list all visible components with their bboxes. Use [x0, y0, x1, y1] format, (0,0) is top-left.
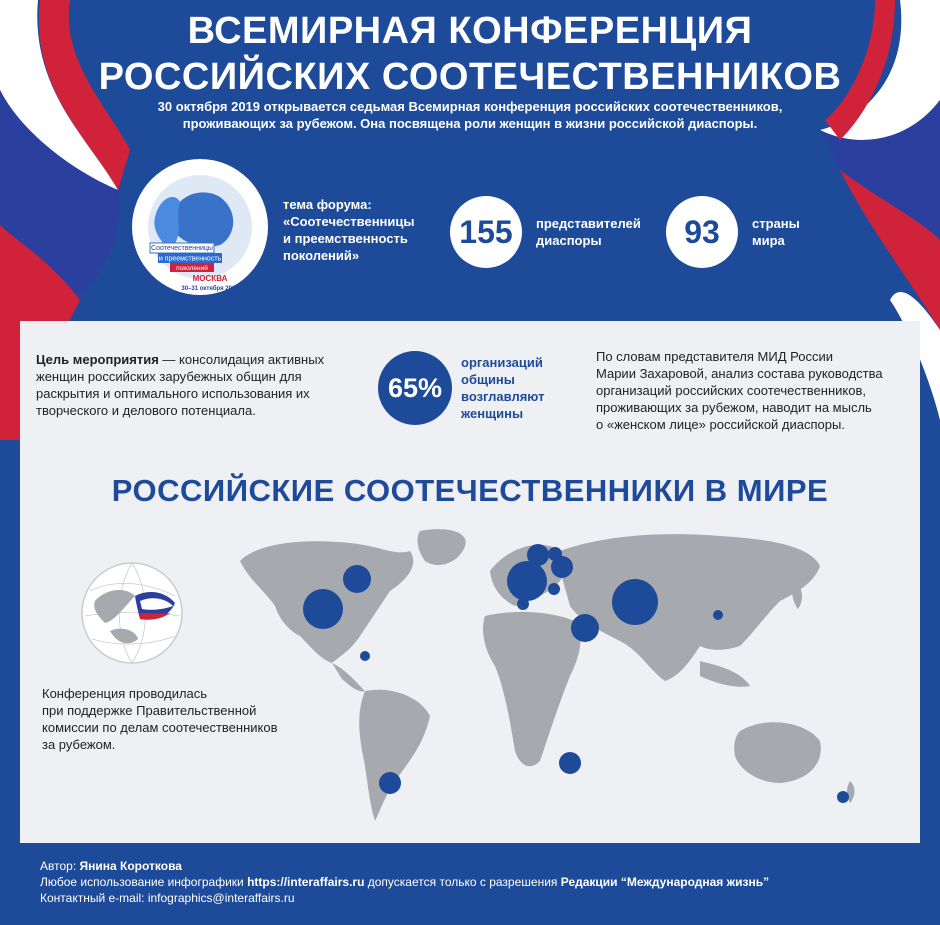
goal-body: — консолидация активных женщин российских зарубежных общин для раскрытия и оптимального использования их творческого и делового потенциала. — [36, 352, 325, 418]
goal-label: Цель мероприятия — [36, 352, 159, 367]
australia — [734, 722, 821, 783]
author-label: Автор: — [40, 859, 80, 873]
logo-banner-2: и преемственность — [158, 255, 222, 263]
page-title — [0, 8, 940, 100]
delegates-label-line-1: представителей — [536, 216, 641, 231]
usage-site-link[interactable]: https://interaffairs.ru — [247, 875, 365, 889]
south-america — [359, 690, 430, 821]
subtitle-line-2: проживающих за рубежом. Она посвящена роли женщин в жизни российской диаспоры. — [182, 116, 758, 131]
pct-label-line-2: общины — [461, 372, 515, 387]
pct-label-line-3: возглавляют — [461, 389, 545, 404]
usage-editor: Редакции “Международная жизнь” — [560, 875, 770, 889]
dot-new-zealand — [837, 791, 849, 803]
zakharova-quote — [596, 348, 906, 433]
world-map — [220, 521, 910, 821]
support-note — [42, 685, 322, 753]
delegates-label — [536, 215, 641, 249]
logo-banner-3: поколений — [176, 265, 208, 272]
countries-label-line-2: мира — [752, 233, 785, 248]
dot-caribbean — [360, 651, 370, 661]
footer-author — [40, 858, 769, 874]
dot-central-asia — [612, 579, 658, 625]
forum-topic-label: тема форума: — [283, 197, 372, 212]
author-name: Янина Короткова — [79, 859, 182, 873]
logo-banner-1: Соотечественницы — [151, 245, 213, 252]
forum-topic-line-2: и преемственность — [283, 231, 408, 246]
africa — [483, 612, 580, 766]
subtitle-line-1: 30 октября 2019 открывается седьмая Всемирная конференция российских соотечественников, — [157, 99, 783, 114]
dot-western-europe — [507, 561, 547, 601]
women-leaders-label — [461, 354, 571, 422]
delegates-count: 155 — [450, 196, 522, 268]
support-line-4: за рубежом. — [42, 737, 116, 752]
dot-southern-europe — [517, 598, 529, 610]
quote-line-1: По словам представителя МИД России — [596, 349, 833, 364]
quote-line-4: проживающих за рубежом, наводит на мысль — [596, 400, 872, 415]
title-line-2: РОССИЙСКИХ СООТЕЧЕСТВЕННИКОВ — [98, 56, 842, 98]
logo-dates: 30–31 октября 2019 — [181, 286, 239, 292]
footer — [40, 858, 769, 906]
map-title: РОССИЙСКИЕ СООТЕЧЕСТВЕННИКИ В МИРЕ — [111, 473, 829, 508]
conference-logo — [130, 157, 270, 297]
women-leaders-percent: 65% — [378, 351, 452, 425]
globe-russia-icon — [80, 561, 184, 665]
main-panel — [20, 321, 920, 843]
dot-eastern-europe — [551, 556, 573, 578]
countries-label-line-1: страны — [752, 216, 800, 231]
footer-contact[interactable]: Контактный e-mail: infographics@interaffairs.ru — [40, 891, 295, 905]
goal-text — [36, 351, 356, 419]
delegates-label-line-2: диаспоры — [536, 233, 602, 248]
forum-topic — [283, 196, 443, 264]
dot-south-africa — [559, 752, 581, 774]
dot-canada — [343, 565, 371, 593]
pct-label-line-1: организаций — [461, 355, 543, 370]
quote-line-3: организаций российских соотечественников, — [596, 383, 866, 398]
forum-topic-line-1: «Соотечественницы — [283, 214, 415, 229]
usage-middle: допускается только с разрешения — [364, 875, 561, 889]
dot-argentina — [379, 772, 401, 794]
dot-middle-east — [571, 614, 599, 642]
continents — [240, 529, 855, 821]
asia — [560, 534, 820, 681]
logo-city: МОСКВА — [192, 274, 228, 283]
support-line-2: при поддержке Правительственной — [42, 703, 257, 718]
quote-line-2: Марии Захаровой, анализ состава руководства — [596, 366, 883, 381]
countries-count: 93 — [666, 196, 738, 268]
support-line-3: комиссии по делам соотечественников — [42, 720, 278, 735]
dot-china — [713, 610, 723, 620]
dot-usa — [303, 589, 343, 629]
quote-line-5: о «женском лице» российской диаспоры. — [596, 417, 845, 432]
dot-central-europe — [548, 583, 560, 595]
title-line-1: ВСЕМИРНАЯ КОНФЕРЕНЦИЯ — [187, 10, 753, 52]
pct-label-line-4: женщины — [461, 406, 524, 421]
countries-label — [752, 215, 800, 249]
footer-usage — [40, 874, 769, 890]
central-america — [332, 663, 365, 691]
greenland — [418, 529, 466, 565]
forum-topic-line-3: поколений» — [283, 248, 360, 263]
page-subtitle — [120, 98, 820, 132]
usage-prefix: Любое использование инфографики — [40, 875, 248, 889]
southeast-asia — [700, 661, 750, 687]
support-line-1: Конференция проводилась — [42, 686, 208, 701]
